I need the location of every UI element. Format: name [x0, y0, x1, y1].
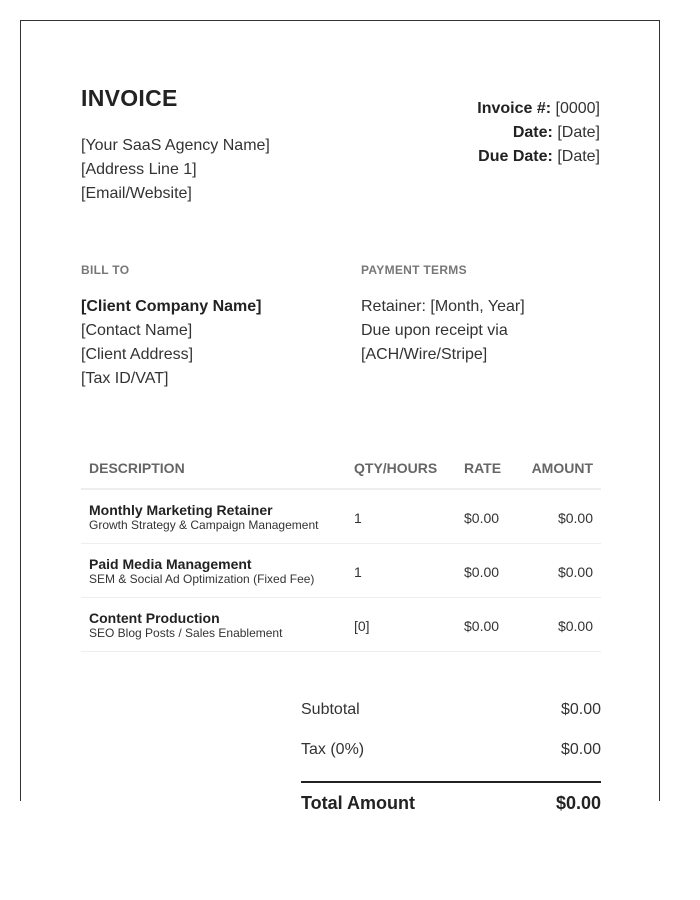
invoice-date-line	[477, 121, 600, 145]
item-amount: $0.00	[557, 510, 593, 526]
item-rate: $0.00	[464, 510, 500, 526]
invoice-number-line	[477, 97, 600, 121]
tax-label: Tax (0%)	[301, 741, 365, 758]
tax-row	[301, 739, 601, 779]
invoice-page	[20, 20, 660, 813]
invoice-meta	[477, 97, 600, 169]
item-description	[89, 556, 314, 586]
item-qty: 1	[354, 510, 362, 526]
table-row	[81, 544, 601, 598]
item-amount: $0.00	[557, 564, 593, 580]
invoice-due-label: Due Date:	[478, 148, 553, 165]
invoice-number-label: Invoice #:	[477, 100, 552, 117]
item-amount: $0.00	[557, 618, 593, 634]
invoice-number-value: [0000]	[555, 100, 600, 117]
item-rate: $0.00	[464, 618, 500, 634]
table-row	[81, 598, 601, 652]
line-items-table	[81, 450, 601, 652]
subtotal-value: $0.00	[560, 701, 601, 718]
item-description	[89, 502, 318, 532]
totals-block	[301, 699, 601, 813]
bill-to-block	[81, 295, 261, 391]
agency-name: [Your SaaS Agency Name]	[81, 137, 270, 154]
item-subtitle: Growth Strategy & Campaign Management	[89, 518, 319, 532]
terms-line-2: Due upon receipt via	[361, 322, 508, 339]
invoice-due-line	[477, 145, 600, 169]
invoice-title: INVOICE	[81, 85, 178, 111]
total-row	[301, 793, 601, 817]
table-header	[81, 450, 601, 490]
agency-address: [Address Line 1]	[81, 161, 197, 178]
item-qty: 1	[354, 564, 362, 580]
payment-terms-block	[361, 295, 525, 367]
item-name: Paid Media Management	[89, 556, 252, 572]
item-rate: $0.00	[464, 564, 500, 580]
item-description	[89, 610, 282, 640]
table-row	[81, 490, 601, 544]
header-amount: AMOUNT	[531, 460, 593, 476]
agency-info	[81, 134, 270, 206]
item-subtitle: SEM & Social Ad Optimization (Fixed Fee)	[89, 572, 315, 586]
client-address: [Client Address]	[81, 346, 194, 363]
subtotal-row	[301, 699, 601, 739]
tax-value: $0.00	[560, 741, 601, 758]
total-label: Total Amount	[301, 793, 415, 813]
total-value: $0.00	[555, 793, 601, 813]
client-contact: [Contact Name]	[81, 322, 193, 339]
item-subtitle: SEO Blog Posts / Sales Enablement	[89, 626, 283, 640]
client-tax-id: [Tax ID/VAT]	[81, 370, 169, 387]
item-name: Content Production	[89, 610, 220, 626]
header-qty: QTY/HOURS	[354, 460, 438, 476]
terms-line-3: [ACH/Wire/Stripe]	[361, 346, 488, 363]
invoice-due-value: [Date]	[557, 148, 600, 165]
agency-contact: [Email/Website]	[81, 185, 192, 202]
header-description: DESCRIPTION	[89, 460, 185, 476]
invoice-date-label: Date:	[512, 124, 553, 141]
payment-terms-label: PAYMENT TERMS	[361, 263, 467, 277]
item-qty: [0]	[354, 618, 370, 634]
bill-to-label: BILL TO	[81, 263, 130, 277]
total-divider	[301, 781, 601, 783]
header-rate: RATE	[464, 460, 502, 476]
client-company: [Client Company Name]	[81, 298, 262, 315]
terms-line-1: Retainer: [Month, Year]	[361, 298, 525, 315]
subtotal-label: Subtotal	[301, 701, 360, 718]
invoice-date-value: [Date]	[557, 124, 600, 141]
item-name: Monthly Marketing Retainer	[89, 502, 273, 518]
